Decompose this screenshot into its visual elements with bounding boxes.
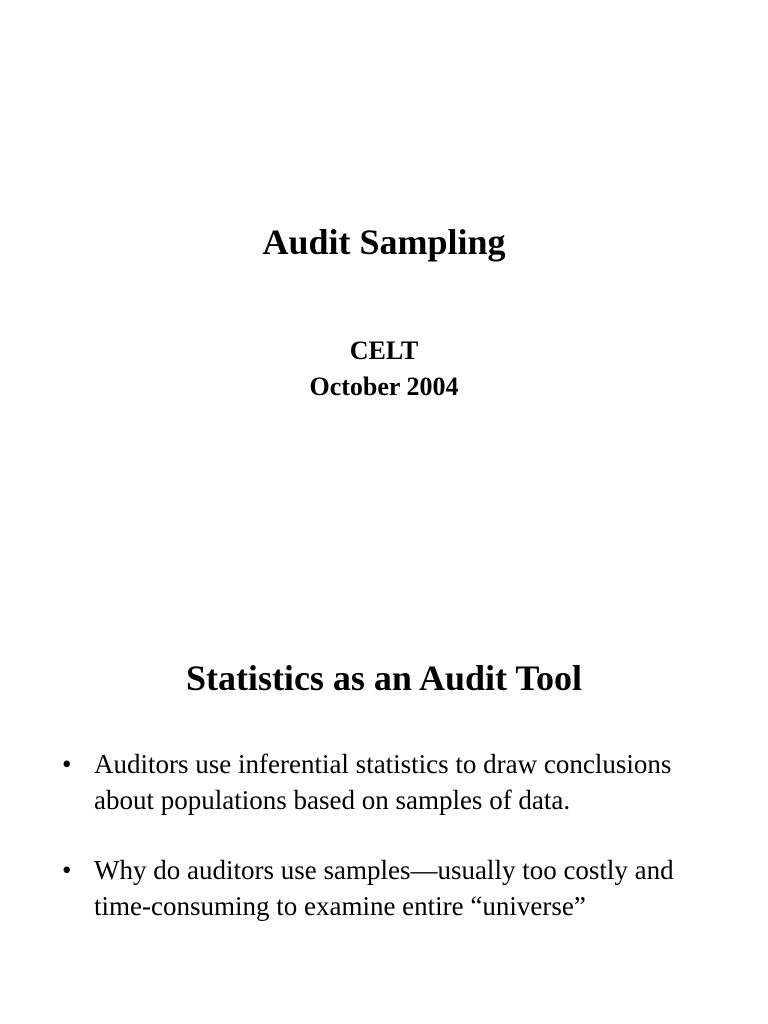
subtitle-block <box>0 333 768 405</box>
bullet-icon: • <box>62 749 72 779</box>
bullet-icon: • <box>62 855 72 885</box>
bullet-item <box>62 746 702 818</box>
bullet-list <box>62 746 702 958</box>
presentation-title: Audit Sampling <box>262 222 506 262</box>
bullet-text: Auditors use inferential statistics to draw conclusions about populations based on samples of data. <box>94 749 672 815</box>
content-slide <box>0 560 768 1024</box>
presentation-date: October 2004 <box>309 372 459 401</box>
bullet-item <box>62 852 702 924</box>
bullet-text: Why do auditors use samples—usually too costly and time-consuming to examine entire “universe” <box>94 855 674 921</box>
organization-name: CELT <box>349 336 419 365</box>
slide-title: Statistics as an Audit Tool <box>185 658 583 698</box>
